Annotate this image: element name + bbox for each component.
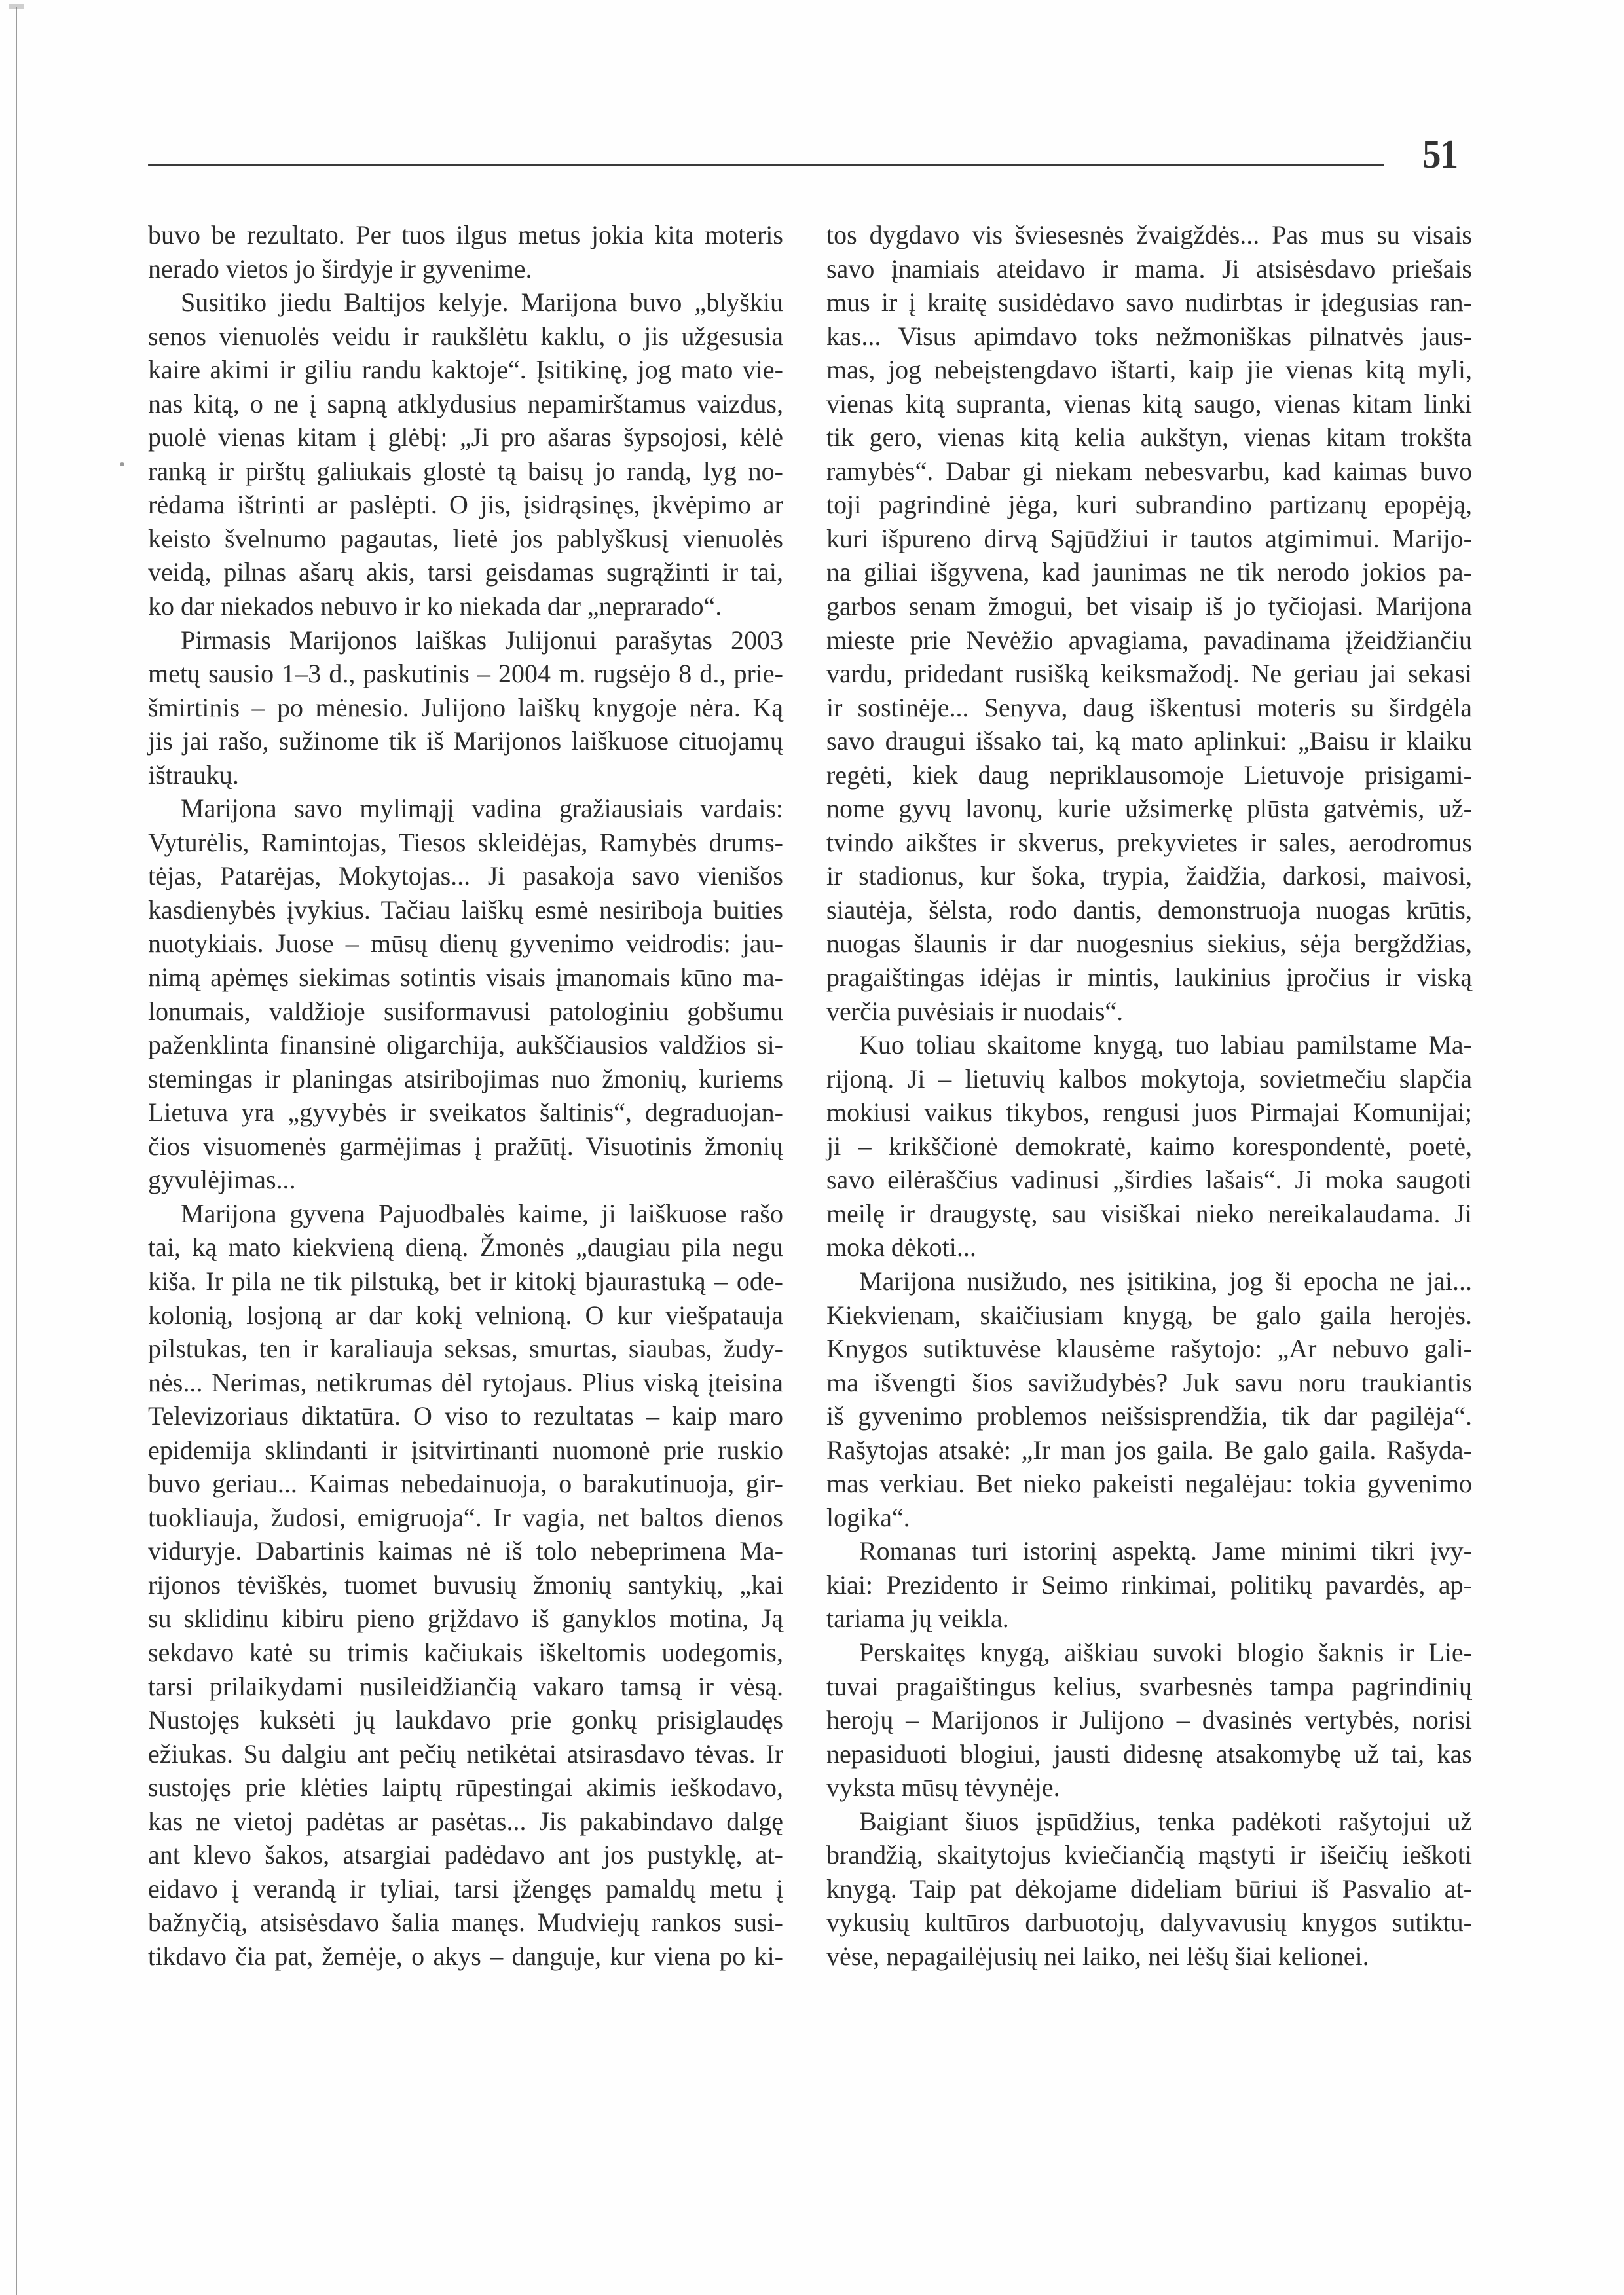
text-line: rėdama ištrinti ar paslėpti. O jis, įsidrąsinęs, įkvėpimo ar	[148, 490, 783, 520]
text-line: pragaištingas idėjas ir mintis, laukinius įpročius ir viską	[826, 963, 1472, 993]
text-line: mieste prie Nevėžio apvagiama, pavadinama įžeidžiančiu	[826, 625, 1472, 655]
text-line: nuogas šlaunis ir dar nuogesnius siekius, sėja bergždžias,	[826, 928, 1472, 959]
text-line: brandžią, skaitytojus kviečiančią mąstyti ir išeičių ieškoti	[826, 1840, 1472, 1870]
text-line: mokiusi vaikus tikybos, rengusi juos Pirmajai Komunijai;	[826, 1097, 1472, 1128]
text-line: verčia puvėsiais ir nuodais“.	[826, 996, 1124, 1026]
text-column-left	[148, 218, 783, 1973]
text-line: mas verkiau. Bet nieko pakeisti negalėjau: tokia gyvenimo	[826, 1469, 1472, 1499]
text-line: Nustojęs kuksėti jų laukdavo prie gonkų prisiglaudęs	[148, 1705, 783, 1735]
scan-speck	[120, 462, 124, 466]
text-line: vienas kitą supranta, vienas kitą saugo, vienas kitam linki	[826, 388, 1472, 418]
text-line: pilstukas, ten ir karaliauja seksas, smurtas, siaubas, žudy-	[148, 1334, 783, 1364]
text-line: viduryje. Dabartinis kaimas nė iš tolo nebeprimena Ma-	[148, 1536, 783, 1566]
text-line: knygą. Taip pat dėkojame dideliam būriui iš Pasvalio at-	[826, 1873, 1472, 1903]
text-line: ištraukų.	[148, 760, 239, 790]
text-line: nuotykiais. Juose – mūsų dienų gyvenimo veidrodis: jau-	[148, 928, 783, 959]
text-line: nas kitą, o ne į sapną atklydusius nepamirštamus vaizdus,	[148, 388, 783, 418]
text-line: herojų – Marijonos ir Julijono – dvasinės vertybės, norisi	[826, 1705, 1472, 1735]
text-line: Perskaitęs knygą, aiškiau suvoki blogio šaknis ir Lie-	[859, 1637, 1472, 1667]
text-line: metų sausio 1–3 d., paskutinis – 2004 m. rugsėjo 8 d., prie-	[148, 659, 783, 689]
page-number: 51	[1422, 132, 1458, 177]
text-line: kas ne vietoj padėtas ar pasėtas... Jis pakabindavo dalgę	[148, 1806, 783, 1836]
text-line: kiša. Ir pila ne tik pilstuką, bet ir kitokį bjaurastuką – ode-	[148, 1266, 783, 1296]
text-line: tvindo aikštes ir skverus, prekyvietes ir sales, aerodromus	[826, 827, 1472, 857]
text-line: stemingas ir planingas atsiribojimas nuo žmonių, kuriems	[148, 1063, 783, 1093]
text-line: Televizoriaus diktatūra. O viso to rezultatas – kaip maro	[148, 1401, 783, 1431]
text-line: buvo geriau... Kaimas nebedainuoja, o barakutinuoja, gir-	[148, 1469, 783, 1499]
text-line: savo draugui išsako tai, ką mato aplinkui: „Baisu ir klaiku	[826, 726, 1472, 756]
text-line: Marijona savo mylimąjį vadina gražiausiais vardais:	[181, 794, 783, 824]
text-line: kuri išpureno dirvą Sąjūdžiui ir tautos atgimimui. Marijo-	[826, 523, 1472, 553]
text-line: tos dygdavo vis šviesesnės žvaigždės... Pas mus su visais	[826, 220, 1472, 249]
text-line: Vyturėlis, Ramintojas, Tiesos skleidėjas, Ramybės drums-	[148, 827, 783, 857]
text-line: ranką ir pirštų galiukais glostė tą baisų jo randą, lyg no-	[148, 456, 783, 486]
text-line: Kuo toliau skaitome knygą, tuo labiau pamilstame Ma-	[859, 1030, 1472, 1060]
text-line: ežiukas. Su dalgiu ant pečių netikėtai atsirasdavo tėvas. Ir	[148, 1738, 783, 1769]
text-line: nepasiduoti blogiui, jausti didesnę atsakomybę už tai, kas	[826, 1738, 1472, 1769]
text-line: moka dėkoti...	[826, 1232, 976, 1262]
text-line: kasdienybės įvykius. Tačiau laiškų esmė nesiriboja buities	[148, 894, 783, 925]
text-line: Rašytojas atsakė: „Ir man jos gaila. Be galo gaila. Rašyda-	[826, 1435, 1472, 1465]
text-line: tarsi prilaikydami nusileidžiančią vakaro tamsą ir vėsą.	[148, 1671, 783, 1701]
text-line: iš gyvenimo problemos neišsisprendžia, tik dar pagilėja“.	[826, 1401, 1472, 1431]
text-line: su sklidinu kibiru pieno grįždavo iš ganyklos motina, Ją	[148, 1604, 783, 1634]
text-line: mas, jog nebeįstengdavo ištarti, kaip jie vienas kitą myli,	[826, 355, 1472, 385]
text-line: tariama jų veikla.	[826, 1604, 1009, 1634]
header-rule	[148, 164, 1384, 166]
text-line: vyksta mūsų tėvynėje.	[826, 1772, 1060, 1803]
text-line: Romanas turi istorinį aspektą. Jame minimi tikri įvy-	[859, 1536, 1472, 1566]
text-line: ji – krikščionė demokratė, kaimo korespondentė, poetė,	[826, 1131, 1472, 1161]
text-line: savo eilėraščius vadinusi „širdies lašais“. Ji moka saugoti	[826, 1165, 1472, 1195]
text-line: paženklinta finansinė oligarchija, aukščiausios valdžios si-	[148, 1030, 783, 1060]
text-line: Lietuva yra „gyvybės ir sveikatos šaltinis“, degraduojan-	[148, 1097, 783, 1128]
scan-binding-edge	[16, 7, 17, 2295]
text-line: rijonos tėviškės, tuomet buvusių žmonių santykių, „kai	[148, 1570, 783, 1600]
text-line: Knygos sutiktuvėse klausėme rašytojo: „Ar nebuvo gali-	[826, 1334, 1472, 1364]
text-line: logika“.	[826, 1502, 910, 1532]
text-line: lonumais, valdžioje susiformavusi patologiniu gobšumu	[148, 996, 783, 1026]
text-line: ant klevo šakos, atsargiai padėdavo ant jos pustyklę, at-	[148, 1840, 783, 1870]
text-line: kolonią, losjoną ar dar kokį velnioną. O kur viešpatauja	[148, 1300, 783, 1330]
text-line: nės... Nerimas, netikrumas dėl rytojaus. Plius viską įteisina	[148, 1367, 783, 1397]
text-line: ramybės“. Dabar gi niekam nebesvarbu, kad kaimas buvo	[826, 456, 1472, 486]
text-line: sekdavo katė su trimis kačiukais iškeltomis uodegomis,	[148, 1637, 783, 1667]
text-line: tikdavo čia pat, žemėje, o akys – danguje, kur viena po ki-	[148, 1941, 783, 1971]
text-line: Baigiant šiuos įspūdžius, tenka padėkoti rašytojui už	[859, 1806, 1472, 1836]
text-line: nimą apėmęs siekimas sotintis visais įmanomais kūno ma-	[148, 963, 783, 993]
text-line: rijoną. Ji – lietuvių kalbos mokytoja, sovietmečiu slapčia	[826, 1063, 1472, 1093]
text-line: Marijona gyvena Pajuodbalės kaime, ji laiškuose rašo	[181, 1198, 783, 1228]
text-line: tuokliauja, žudosi, emigruoja“. Ir vagia, net baltos dienos	[148, 1502, 783, 1532]
text-line: eidavo į verandą ir tyliai, tarsi įžengęs pamaldų metu į	[148, 1873, 783, 1903]
text-line: savo įnamiais ateidavo ir mama. Ji atsisėsdavo priešais	[826, 253, 1472, 284]
text-line: na giliai išgyvena, kad jaunimas ne tik nerodo jokios pa-	[826, 557, 1472, 587]
text-line: meilę ir draugystę, sau visiškai nieko nereikalaudama. Ji	[826, 1198, 1472, 1228]
text-line: garbos senam žmogui, bet visaip iš jo tyčiojasi. Marijona	[826, 591, 1472, 621]
text-line: kiai: Prezidento ir Seimo rinkimai, politikų pavardės, ap-	[826, 1570, 1472, 1600]
text-line: Pirmasis Marijonos laiškas Julijonui parašytas 2003	[181, 625, 783, 655]
text-line: regėti, kiek daug nepriklausomoje Lietuvoje prisigami-	[826, 760, 1472, 790]
text-line: Susitiko jiedu Baltijos kelyje. Marijona buvo „blyškiu	[181, 287, 783, 318]
text-line: ma išvengti šios savižudybės? Juk savu noru traukiantis	[826, 1367, 1472, 1397]
text-line: kas... Visus apimdavo toks nežmoniškas pilnatvės jaus-	[826, 321, 1472, 351]
text-line: tuvai pragaištingus kelius, svarbesnės tampa pagrindinių	[826, 1671, 1472, 1701]
text-line: gyvulėjimas...	[148, 1165, 296, 1195]
text-line: bažnyčią, atsisėsdavo šalia manęs. Mudviejų rankos susi-	[148, 1907, 783, 1937]
text-line: jis jai rašo, sužinome tik iš Marijonos laiškuose cituojamų	[148, 726, 783, 756]
text-line: tik gero, vienas kitą kelia aukštyn, vienas kitam trokšta	[826, 422, 1472, 452]
text-line: šmirtinis – po mėnesio. Julijono laiškų knygoje nėra. Ką	[148, 692, 783, 722]
text-line: siautėja, šėlsta, rodo dantis, demonstruoja nuogas krūtis,	[826, 894, 1472, 925]
text-line: tėjas, Patarėjas, Mokytojas... Ji pasakoja savo vienišos	[148, 861, 783, 891]
text-line: vardu, pridedant rusišką keiksmažodį. Ne geriau jai sekasi	[826, 659, 1472, 689]
text-line: vėse, nepagailėjusių nei laiko, nei lėšų šiai kelionei.	[826, 1941, 1369, 1971]
text-line: čios visuomenės garmėjimas į pražūtį. Visuotinis žmonių	[148, 1131, 783, 1161]
text-line: Kiekvienam, skaičiusiam knygą, be galo gaila herojės.	[826, 1300, 1472, 1330]
text-line: nome gyvų lavonų, kurie užsimerkę plūsta gatvėmis, už-	[826, 794, 1472, 824]
text-line: ir stadionus, kur šoka, trypia, žaidžia, darkosi, maivosi,	[826, 861, 1472, 891]
text-line: Marijona nusižudo, nes įsitikina, jog ši epocha ne jai...	[859, 1266, 1472, 1296]
text-column-right	[826, 218, 1472, 1973]
text-line: buvo be rezultato. Per tuos ilgus metus jokia kita moteris	[148, 220, 783, 249]
text-line: tai, ką mato kiekvieną dieną. Žmonės „daugiau pila negu	[148, 1232, 783, 1262]
text-line: vykusių kultūros darbuotojų, dalyvavusių knygos sutiktu-	[826, 1907, 1472, 1937]
text-line: puolė vienas kitam į glėbį: „Ji pro ašaras šypsojosi, kėlė	[148, 422, 783, 452]
text-line: keisto švelnumo pagautas, lietė jos pablyškusį vienuolės	[148, 523, 783, 553]
text-line: nerado vietos jo širdyje ir gyvenime.	[148, 253, 532, 284]
text-line: veidą, pilnas ašarų akis, tarsi geisdamas sugrąžinti ir tai,	[148, 557, 783, 587]
text-line: toji pagrindinė jėga, kuri subrandino partizanų epopėją,	[826, 490, 1472, 520]
text-line: senos vienuolės veidu ir raukšlėtu kaklu, o jis užgesusia	[148, 321, 783, 351]
text-line: epidemija sklindanti ir įsitvirtinanti nuomonė prie ruskio	[148, 1435, 783, 1465]
text-line: mus ir į kraitę susidėdavo savo nudirbtas ir įdegusias ran-	[826, 287, 1472, 318]
text-line: sustojęs prie klėties laiptų rūpestingai akimis ieškodavo,	[148, 1772, 783, 1803]
text-line: ir sostinėje... Senyva, daug iškentusi moteris su širdgėla	[826, 692, 1472, 722]
text-line: kaire akimi ir giliu randu kaktoje“. Įsitikinę, jog mato vie-	[148, 355, 783, 385]
text-line: ko dar niekados nebuvo ir ko niekada dar „neprarado“.	[148, 591, 722, 621]
